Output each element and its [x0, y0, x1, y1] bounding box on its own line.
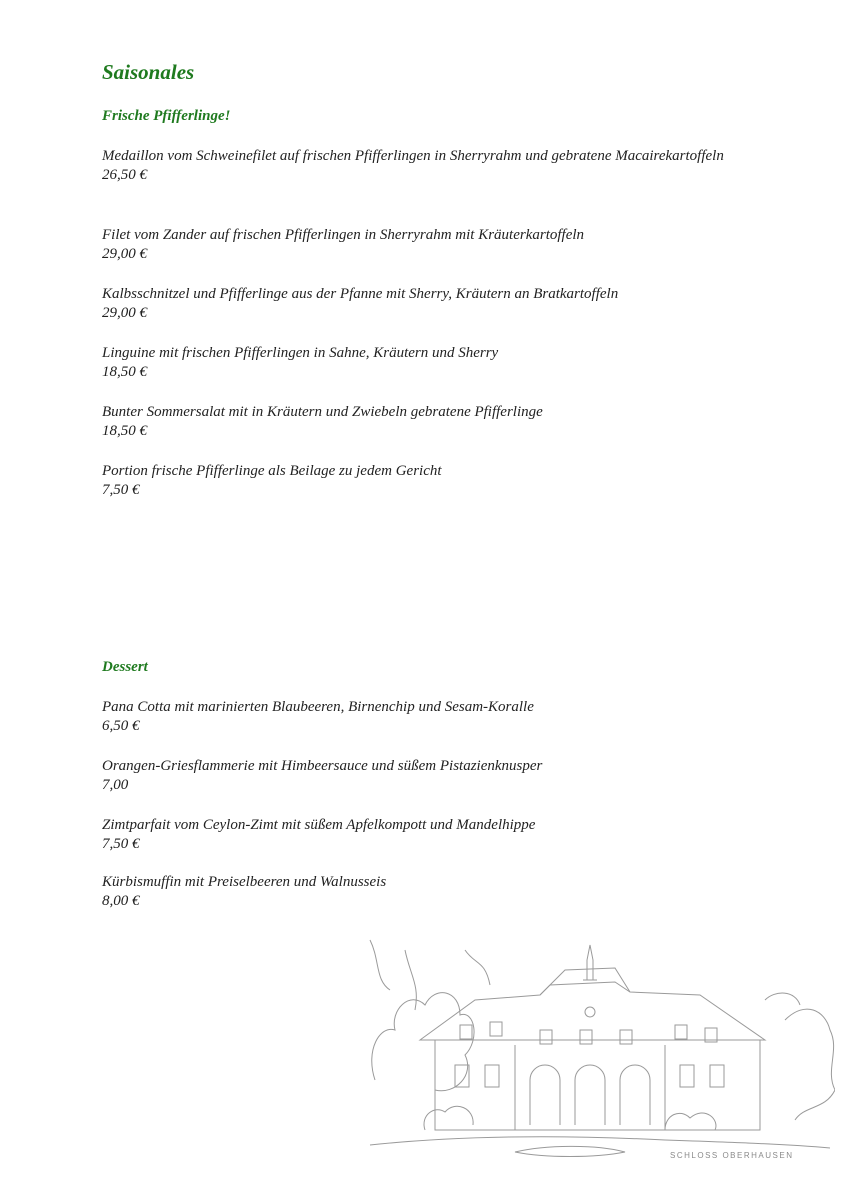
menu-item-name: Kalbsschnitzel und Pfifferlinge aus der Pfanne mit Sherry, Kräutern an Bratkartoffeln	[102, 286, 619, 302]
menu-item-name: Filet vom Zander auf frischen Pfifferlingen in Sherryrahm mit Kräuterkartoffeln	[102, 227, 585, 243]
illustration-caption: SCHLOSS OBERHAUSEN	[670, 1151, 794, 1160]
menu-item-name: Bunter Sommersalat mit in Kräutern und Zwiebeln gebratene Pfifferlinge	[102, 404, 543, 420]
menu-item-price: 7,00	[102, 777, 129, 793]
menu-item	[102, 226, 762, 264]
menu-item	[102, 403, 762, 441]
menu-item	[102, 816, 762, 854]
menu-item-price: 6,50 €	[102, 718, 140, 734]
menu-item-price: 26,50 €	[102, 167, 147, 183]
menu-item-price: 7,50 €	[102, 836, 140, 852]
menu-item-price: 18,50 €	[102, 423, 147, 439]
menu-item-name: Linguine mit frischen Pfifferlingen in Sahne, Kräutern und Sherry	[102, 345, 499, 361]
menu-item-price: 29,00 €	[102, 246, 147, 262]
menu-item	[102, 462, 762, 500]
dessert-heading: Dessert	[102, 659, 148, 675]
menu-item	[102, 344, 762, 382]
seasonal-heading: Frische Pfifferlinge!	[102, 108, 231, 124]
menu-item-price: 29,00 €	[102, 305, 147, 321]
menu-item	[102, 757, 762, 795]
menu-item-name: Orangen-Griesflammerie mit Himbeersauce und süßem Pistazienknusper	[102, 758, 543, 774]
menu-item-name: Zimtparfait vom Ceylon-Zimt mit süßem Apfelkompott und Mandelhippe	[102, 817, 536, 833]
menu-item	[102, 147, 762, 185]
page-title: Saisonales	[102, 60, 195, 84]
menu-item	[102, 285, 762, 323]
menu-item-price: 18,50 €	[102, 364, 147, 380]
menu-item-name: Portion frische Pfifferlinge als Beilage zu jedem Gericht	[102, 463, 442, 479]
menu-item	[102, 873, 762, 911]
castle-sketch-icon	[365, 930, 835, 1170]
menu-item-name: Medaillon vom Schweinefilet auf frischen Pfifferlingen in Sherryrahm und gebratene Macairekartoffeln	[102, 148, 724, 164]
menu-item-price: 8,00 €	[102, 893, 140, 909]
menu-item-name: Kürbismuffin mit Preiselbeeren und Walnusseis	[102, 874, 387, 890]
menu-item	[102, 698, 762, 736]
menu-item-price: 7,50 €	[102, 482, 140, 498]
menu-item-name: Pana Cotta mit marinierten Blaubeeren, Birnenchip und Sesam-Koralle	[102, 699, 534, 715]
